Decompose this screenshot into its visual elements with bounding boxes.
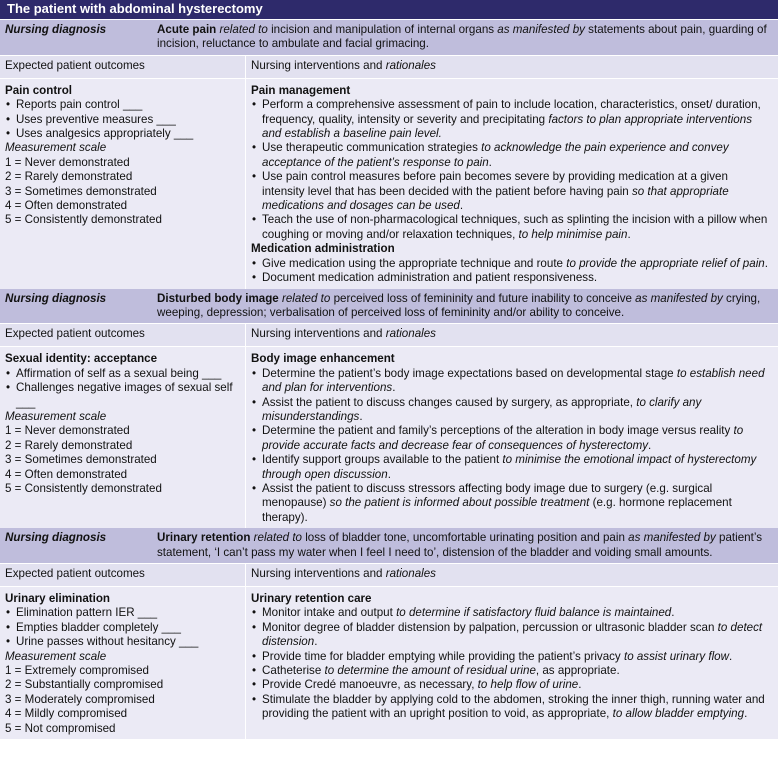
text-run: Determine the patient’s body image expectations based on developmental stage — [262, 366, 677, 380]
outcome-title: Sexual identity: acceptance — [5, 352, 158, 366]
interventions-header-text: Nursing interventions and — [251, 327, 386, 341]
intervention-list — [251, 98, 772, 242]
scale-item: 1 = Never demonstrated — [5, 424, 130, 438]
text-run: Determine the patient and family’s perceptions of the alteration in body image versus reality — [262, 424, 734, 438]
text-run: . — [488, 155, 492, 169]
text-run: patient’s statement, ‘I can’t pass my water when I feel I need to’, distension of the bladder and voiding small amounts. — [157, 531, 762, 559]
text-run: to clarify any misunderstandings — [262, 395, 702, 423]
text-run: Assist the patient to discuss stressors affecting body image due to surgery (e.g. surgical menopause) — [262, 481, 713, 510]
text-run: . — [459, 199, 464, 213]
interventions-header-text: Nursing interventions and — [251, 567, 386, 580]
intervention-list — [251, 367, 772, 525]
text-run: . — [314, 635, 318, 649]
text-run: crying, weeping, depression; verbalisation of perceived loss of femininity and/or ability to conceive. — [157, 291, 761, 319]
scale-item: 3 = Sometimes demonstrated — [5, 453, 157, 467]
intervention-item — [251, 482, 772, 525]
interventions-header — [246, 564, 778, 586]
measurement-scale-title: Measurement scale — [5, 409, 107, 423]
text-run: Provide time for bladder emptying while providing the patient’s privacy — [262, 649, 624, 663]
text-run: (e.g. hormone replacement therapy). — [262, 496, 732, 524]
text-run: to determine the amount of residual urine — [324, 664, 536, 678]
intervention-item — [251, 98, 772, 141]
outcome-list — [5, 606, 240, 649]
intervention-group-title: Medication administration — [251, 242, 395, 256]
scale-item: 4 = Often demonstrated — [5, 199, 128, 213]
text-run: incision and manipulation of internal organs — [267, 23, 498, 36]
text-run: to detect distension — [262, 620, 763, 649]
diagnosis-row — [0, 289, 778, 325]
text-run: Provide Credé manoeuvre, as necessary, — [262, 678, 478, 692]
text-run: to provide accurate facts and decrease fear of consequences of hysterectomy — [262, 424, 744, 452]
intervention-item — [251, 453, 772, 482]
text-run: . — [359, 409, 363, 423]
rationales-header-text: rationales — [385, 567, 436, 580]
column-header-row — [0, 564, 778, 587]
outcomes-header: Expected patient outcomes — [0, 324, 246, 346]
measurement-scale-title: Measurement scale — [5, 649, 107, 663]
diagnosis-text — [157, 23, 774, 52]
intervention-item — [251, 367, 772, 396]
intervention-item — [251, 606, 772, 620]
scale-item: 1 = Extremely compromised — [5, 664, 150, 678]
intervention-item — [251, 650, 772, 664]
column-header-row — [0, 324, 778, 347]
text-run: to provide the appropriate relief of pain — [566, 256, 765, 270]
outcomes-header: Expected patient outcomes — [0, 564, 246, 586]
interventions-cell — [246, 347, 778, 528]
intervention-item — [251, 424, 772, 453]
text-run: to assist urinary flow — [623, 649, 729, 663]
text-run: perceived loss of femininity and future inability to conceive — [330, 291, 636, 305]
text-run: . — [744, 707, 748, 721]
intervention-item — [251, 678, 772, 692]
diagnosis-label: Nursing diagnosis — [5, 23, 107, 36]
scale-item: 4 = Often demonstrated — [5, 467, 128, 481]
text-run: Monitor degree of bladder distension by palpation, percussion or ultrasonic bladder scan — [262, 620, 718, 634]
text-run: . — [764, 256, 768, 270]
outcome-title: Urinary elimination — [5, 592, 111, 605]
text-run: Stimulate the bladder by applying cold to the abdomen, stroking the inner thigh, running water and providing the patient with an upright position to void, as appropriate, — [262, 692, 765, 721]
scale-item: 2 = Substantially compromised — [5, 678, 164, 692]
text-run: to help flow of urine — [477, 678, 579, 692]
outcome-list — [5, 98, 240, 141]
text-run: , as appropriate. — [535, 664, 620, 678]
intervention-item — [251, 257, 772, 271]
page-title: The patient with abdominal hysterectomy — [0, 0, 778, 20]
interventions-header — [246, 56, 778, 78]
scale-item: 2 = Rarely demonstrated — [5, 438, 133, 452]
intervention-item — [251, 396, 772, 425]
intervention-item — [251, 271, 772, 285]
intervention-item — [251, 621, 772, 650]
text-run: loss of bladder tone, uncomfortable urinating position and pain — [302, 531, 629, 545]
text-run: . — [648, 438, 652, 452]
diagnosis-row — [0, 528, 778, 564]
intervention-group-title: Pain management — [251, 83, 351, 97]
diagnosis-text — [157, 531, 774, 560]
intervention-item — [251, 213, 772, 242]
text-run: related to — [282, 291, 331, 305]
text-run: to establish need and plan for interventions — [262, 366, 765, 395]
text-run: to minimise the emotional impact of hysterectomy through open discussion — [262, 453, 757, 481]
rationales-header-text: rationales — [385, 327, 436, 341]
outcome-item: • Urine passes without hesitancy ___ — [5, 635, 240, 649]
outcome-list — [5, 367, 240, 410]
text-run: Identify support groups available to the patient — [262, 453, 503, 467]
text-run: Acute pain — [157, 23, 217, 36]
text-run: . — [578, 678, 582, 692]
text-run: Use pain control measures before pain becomes severe by providing medication at a given intensity level that has been decided with the patient before having pain — [262, 170, 728, 198]
outcomes-header: Expected patient outcomes — [0, 56, 246, 78]
text-run: . — [627, 227, 631, 241]
intervention-item — [251, 664, 772, 678]
outcome-item: • Uses analgesics appropriately ___ — [5, 127, 240, 141]
scale-item: 2 = Rarely demonstrated — [5, 170, 133, 184]
scale-item: 5 = Not compromised — [5, 721, 116, 735]
outcome-item: • Challenges negative images of sexual self ___ — [5, 381, 240, 410]
care-plan-sections — [0, 20, 778, 739]
care-plan-body-row — [0, 587, 778, 739]
text-run: factors to plan appropriate interventions and establish a baseline pain level. — [262, 112, 752, 141]
text-run: to acknowledge the pain experience and convey acceptance of the patient’s response to pain — [262, 141, 729, 169]
text-run: as manifested by — [628, 531, 716, 545]
text-run: related to — [253, 531, 302, 545]
scale-item: 5 = Consistently demonstrated — [5, 481, 162, 495]
intervention-item — [251, 693, 772, 722]
outcomes-cell — [0, 587, 246, 739]
diagnosis-label: Nursing diagnosis — [5, 291, 107, 305]
text-run: Urinary retention — [157, 531, 251, 545]
outcome-item: • Elimination pattern IER ___ — [5, 606, 240, 620]
text-run: to determine if satisfactory fluid balance is maintained — [396, 606, 672, 620]
care-plan-body-row — [0, 79, 778, 289]
interventions-header-text: Nursing interventions and — [251, 58, 386, 72]
column-header-row — [0, 56, 778, 79]
text-run: . — [392, 381, 396, 395]
text-run: to allow bladder emptying — [612, 707, 745, 721]
intervention-item — [251, 141, 772, 170]
interventions-cell — [246, 79, 778, 289]
diagnosis-text — [157, 292, 774, 321]
diagnosis-row — [0, 20, 778, 56]
text-run: Perform a comprehensive assessment of pain to include location, characteristics, onset/ duration, frequency, quality, intensity or severity and precipitating — [262, 98, 761, 126]
scale-item: 1 = Never demonstrated — [5, 155, 130, 169]
outcome-item: • Uses preventive measures ___ — [5, 113, 240, 127]
text-run: statements about pain, guarding of incision, reluctance to ambulate and facial grimacing. — [157, 23, 767, 51]
text-run: related to — [219, 23, 268, 36]
intervention-group-title: Body image enhancement — [251, 352, 395, 366]
outcome-title: Pain control — [5, 83, 72, 97]
scale-item: 5 = Consistently demonstrated — [5, 213, 162, 227]
text-run: so that appropriate medications and dosages can be used — [262, 184, 729, 213]
scale-item: 3 = Sometimes demonstrated — [5, 184, 157, 198]
scale-item: 3 = Moderately compromised — [5, 692, 155, 706]
diagnosis-label: Nursing diagnosis — [5, 531, 107, 545]
rationales-header-text: rationales — [385, 58, 436, 72]
outcome-item: • Reports pain control ___ — [5, 98, 240, 112]
text-run: Teach the use of non-pharmacological techniques, such as splinting the incision with a pillow when coughing or moving and/or relaxation techniques, — [262, 213, 768, 241]
interventions-cell — [246, 587, 778, 739]
text-run: . — [671, 606, 675, 620]
intervention-item — [251, 170, 772, 213]
text-run: Catheterise — [262, 664, 325, 678]
interventions-header — [246, 324, 778, 346]
outcomes-cell — [0, 79, 246, 289]
text-run: Use therapeutic communication strategies — [262, 141, 482, 155]
text-run: Document medication administration and patient responsiveness. — [262, 271, 598, 285]
intervention-list — [251, 257, 772, 286]
intervention-list — [251, 606, 772, 721]
outcome-item: • Empties bladder completely ___ — [5, 621, 240, 635]
text-run: . — [387, 467, 391, 481]
outcome-item: • Affirmation of self as a sexual being ___ — [5, 367, 240, 381]
text-run: as manifested by — [635, 291, 723, 305]
text-run: Assist the patient to discuss changes caused by surgery, as appropriate, — [262, 395, 637, 409]
text-run: Disturbed body image — [157, 291, 279, 305]
text-run: . — [729, 649, 733, 663]
text-run: so the patient is informed about possible treatment — [329, 496, 590, 510]
intervention-group-title: Urinary retention care — [251, 592, 372, 605]
text-run: as manifested by — [497, 23, 585, 36]
care-plan-body-row — [0, 347, 778, 528]
outcomes-cell — [0, 347, 246, 528]
text-run: Give medication using the appropriate technique and route — [262, 256, 567, 270]
text-run: to help minimise pain — [518, 227, 628, 241]
measurement-scale-title: Measurement scale — [5, 141, 107, 155]
scale-item: 4 = Mildly compromised — [5, 707, 128, 721]
text-run: Monitor intake and output — [262, 606, 397, 620]
